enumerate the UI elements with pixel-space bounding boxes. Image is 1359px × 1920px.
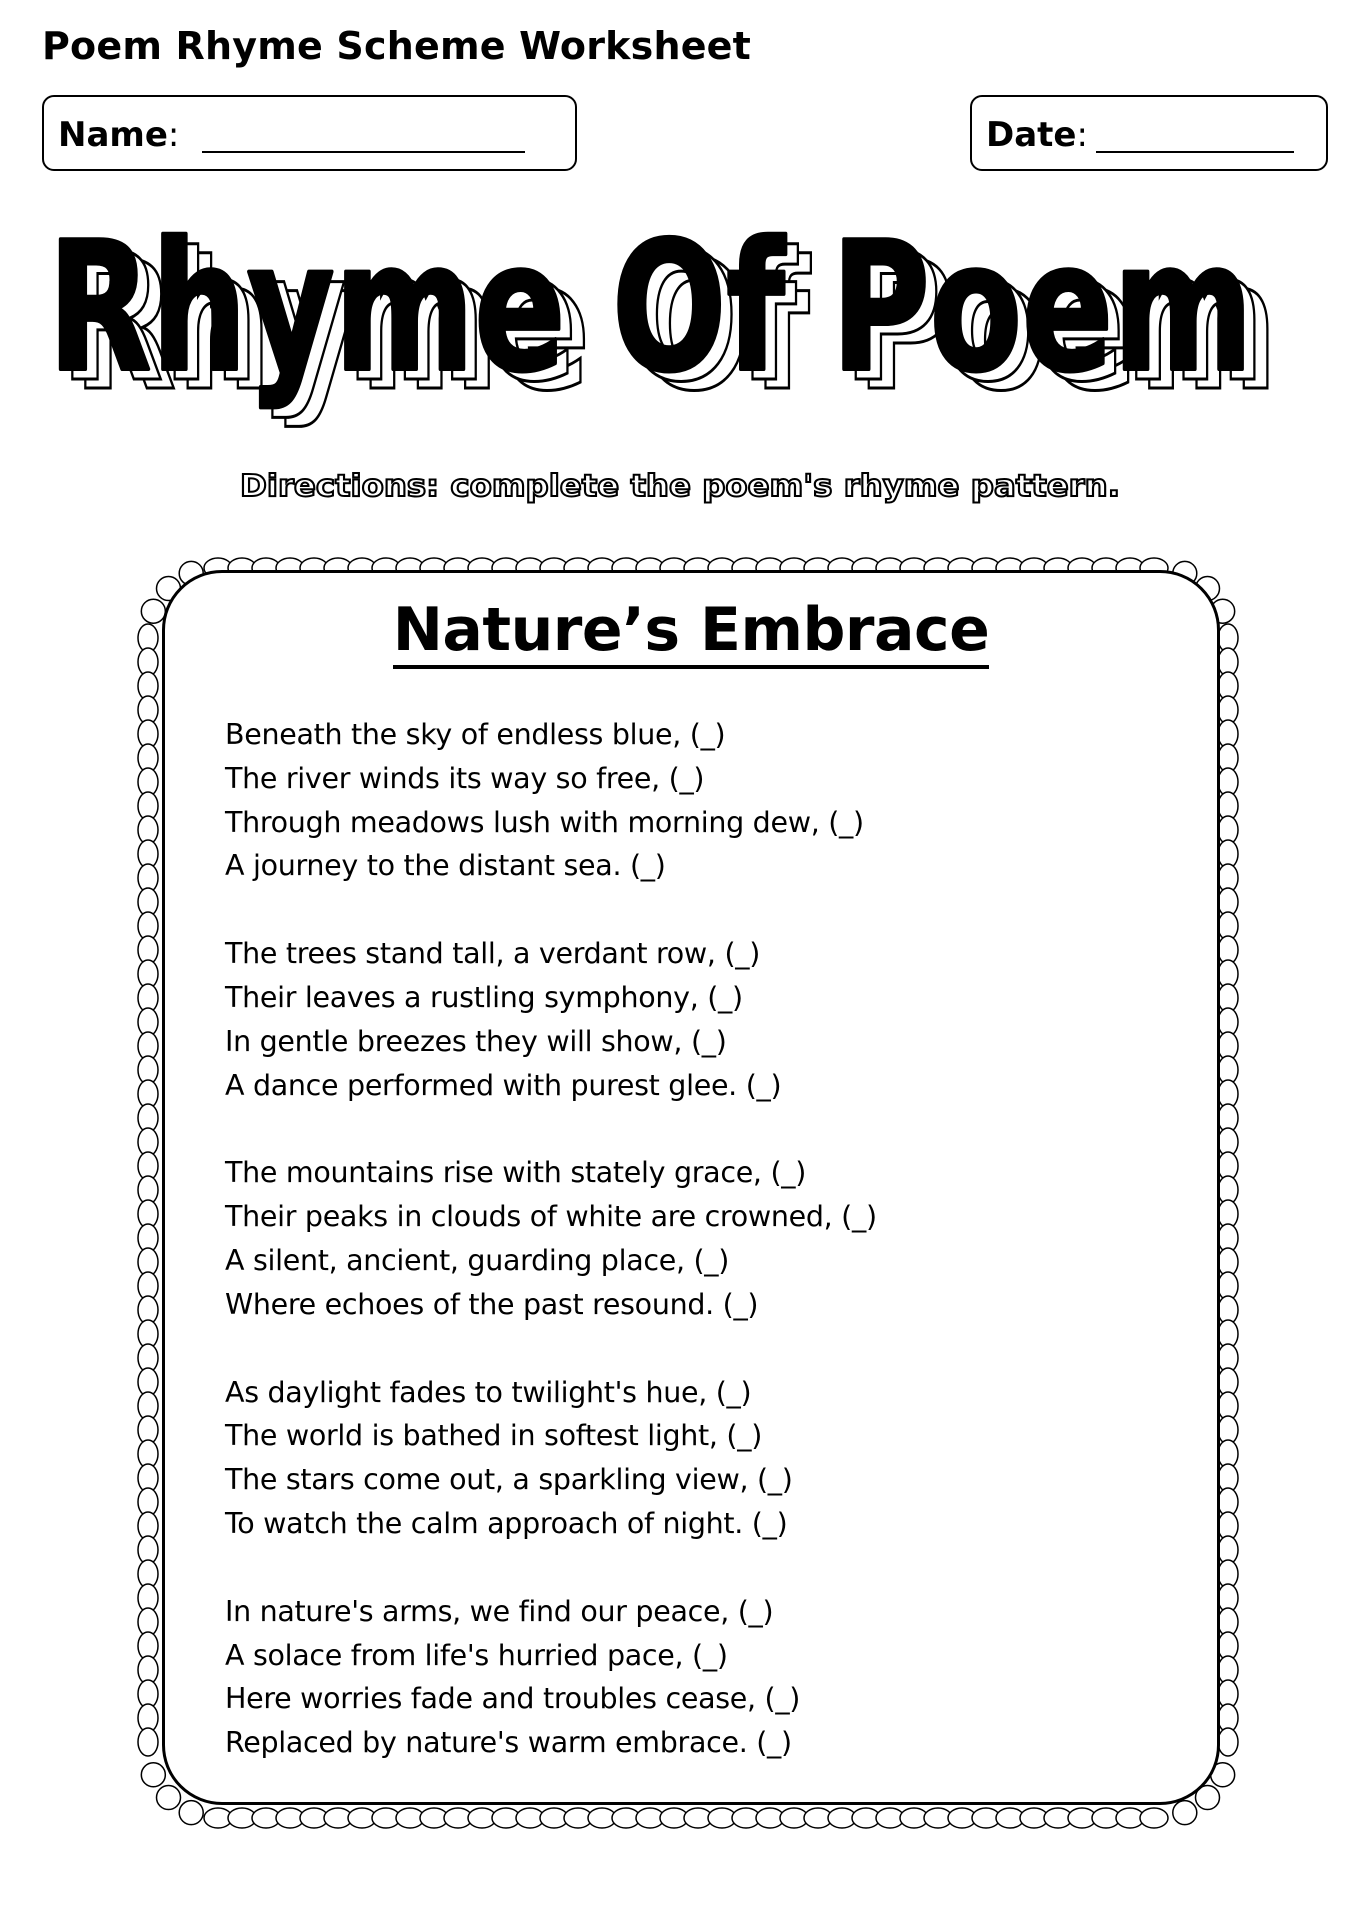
poem-line: The world is bathed in softest light, (_): [225, 1419, 763, 1453]
poem-line: Replaced by nature's warm embrace. (_): [225, 1726, 792, 1760]
big-title-text: Rhyme Of Poem: [48, 204, 1253, 411]
big-title-shadow-2: Rhyme Of Poem: [73, 223, 1278, 430]
poem-line: Their leaves a rustling symphony, (_): [225, 980, 743, 1014]
big-title: [40, 195, 1340, 465]
name-field-box: [42, 95, 577, 171]
poem-line: A dance performed with purest glee. (_): [225, 1068, 782, 1102]
stanza-2: [225, 932, 1145, 1107]
name-input[interactable]: [204, 119, 526, 151]
poem-line: Where echoes of the past resound. (_): [225, 1287, 759, 1321]
date-label: Date:: [986, 115, 1088, 155]
poem-card: [162, 570, 1220, 1805]
poem-line: Beneath the sky of endless blue, (_): [225, 718, 726, 751]
poem-line: Their peaks in clouds of white are crowned, (_): [225, 1200, 877, 1234]
stanza-5: [225, 1590, 1145, 1765]
poem-line: The river winds its way so free, (_): [225, 761, 705, 795]
poem-line: In gentle breezes they will show, (_): [225, 1024, 727, 1058]
directions-text: Directions: complete the poem's rhyme pattern.: [240, 469, 1120, 504]
poem-line: The trees stand tall, a verdant row, (_): [225, 937, 761, 971]
poem-line: In nature's arms, we find our peace, (_): [225, 1594, 774, 1628]
poem-line: Here worries fade and troubles cease, (_): [225, 1682, 801, 1716]
poem-line: Through meadows lush with morning dew, (_): [225, 805, 864, 839]
poem-line: A solace from life's hurried pace, (_): [225, 1638, 728, 1672]
name-underline: [202, 151, 525, 153]
date-underline: [1096, 151, 1294, 153]
date-field-box: [970, 95, 1328, 171]
big-title-shadow-1: Rhyme Of Poem: [60, 214, 1265, 421]
poem-line: A silent, ancient, guarding place, (_): [225, 1243, 730, 1277]
poem-body: [225, 713, 1145, 1809]
poem-line: To watch the calm approach of night. (_): [225, 1506, 788, 1540]
stanza-3: [225, 1151, 1145, 1326]
worksheet-heading: Poem Rhyme Scheme Worksheet: [42, 24, 752, 68]
date-input[interactable]: [1098, 119, 1296, 151]
poem-line: As daylight fades to twilight's hue, (_): [225, 1375, 752, 1409]
stanza-4: [225, 1371, 1145, 1546]
poem-line: The stars come out, a sparkling view, (_): [225, 1463, 793, 1497]
name-label: Name:: [58, 115, 180, 155]
stanza-1: [225, 713, 1145, 888]
poem-title: Nature’s Embrace: [165, 595, 1217, 669]
directions: [180, 458, 1180, 514]
poem-line: The mountains rise with stately grace, (_): [225, 1156, 807, 1190]
poem-line: A journey to the distant sea. (_): [225, 849, 666, 883]
